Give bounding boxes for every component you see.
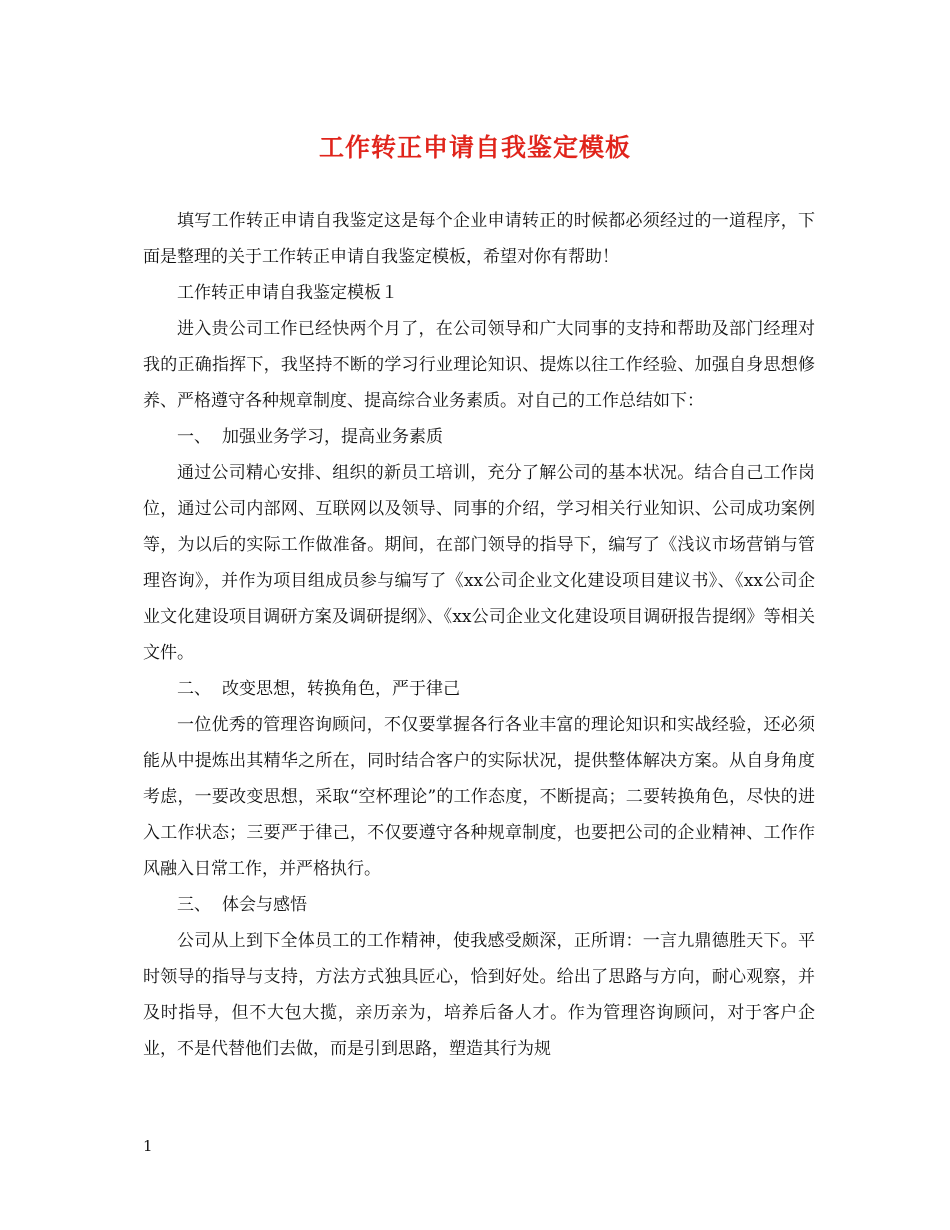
section-title-1: 加强业务学习，提高业务素质 <box>222 427 443 447</box>
template-heading: 工作转正申请自我鉴定模板１ <box>177 283 398 303</box>
section-heading-1 <box>143 419 815 455</box>
paragraph-4: 公司从上到下全体员工的工作精神，使我感受颇深，正所谓：一言九鼎德胜天下。平时领导的指导与支持，方法方式独具匠心，恰到好处。给出了思路与方向，耐心观察，并及时指导，但不大包大揽，亲历亲为，培养后备人才。作为管理咨询顾问，对于客户企业，不是代替他们去做，而是引到思路，塑造其行为规 <box>143 931 815 1059</box>
section-number-1: 一、 <box>177 427 211 447</box>
section-title-3: 体会与感悟 <box>222 895 307 915</box>
section-heading-2 <box>143 671 815 707</box>
page-number: 1 <box>143 1137 153 1155</box>
document-title: 工作转正申请自我鉴定模板 <box>318 133 631 162</box>
section-title-2: 改变思想，转换角色，严于律己 <box>222 679 460 699</box>
paragraph-3: 一位优秀的管理咨询顾问，不仅要掌握各行各业丰富的理论知识和实战经验，还必须能从中提炼出其精华之所在，同时结合客户的实际状况，提供整体解决方案。从自身角度考虑，一要改变思想，采取“空杯理论”的工作态度，不断提高；二要转换角色，尽快的进入工作状态；三要严于律己，不仅要遵守各种规章制度，也要把公司的企业精神、工作作风融入日常工作，并严格执行。 <box>143 715 815 879</box>
paragraph-2: 通过公司精心安排、组织的新员工培训，充分了解公司的基本状况。结合自己工作岗位，通过公司内部网、互联网以及领导、同事的介绍，学习相关行业知识、公司成功案例等，为以后的实际工作做准备。期间，在部门领导的指导下，编写了《浅议市场营销与管理咨询》，并作为项目组成员参与编写了《xx公司企业文化建设项目建议书》、《xx公司企业文化建设项目调研方案及调研提纲》、《xx公司企业文化建设项目调研报告提纲》等相关文件。 <box>143 463 815 663</box>
intro-paragraph: 填写工作转正申请自我鉴定这是每个企业申请转正的时候都必须经过的一道程序，下面是整理的关于工作转正申请自我鉴定模板，希望对你有帮助！ <box>143 211 815 267</box>
section-number-2: 二、 <box>177 679 211 699</box>
paragraph-1: 进入贵公司工作已经快两个月了，在公司领导和广大同事的支持和帮助及部门经理对我的正确指挥下，我坚持不断的学习行业理论知识、提炼以往工作经验、加强自身思想修养、严格遵守各种规章制度、提高综合业务素质。对自己的工作总结如下： <box>143 319 815 411</box>
document-body <box>143 203 815 1067</box>
section-heading-3 <box>143 887 815 923</box>
section-number-3: 三、 <box>177 895 211 915</box>
